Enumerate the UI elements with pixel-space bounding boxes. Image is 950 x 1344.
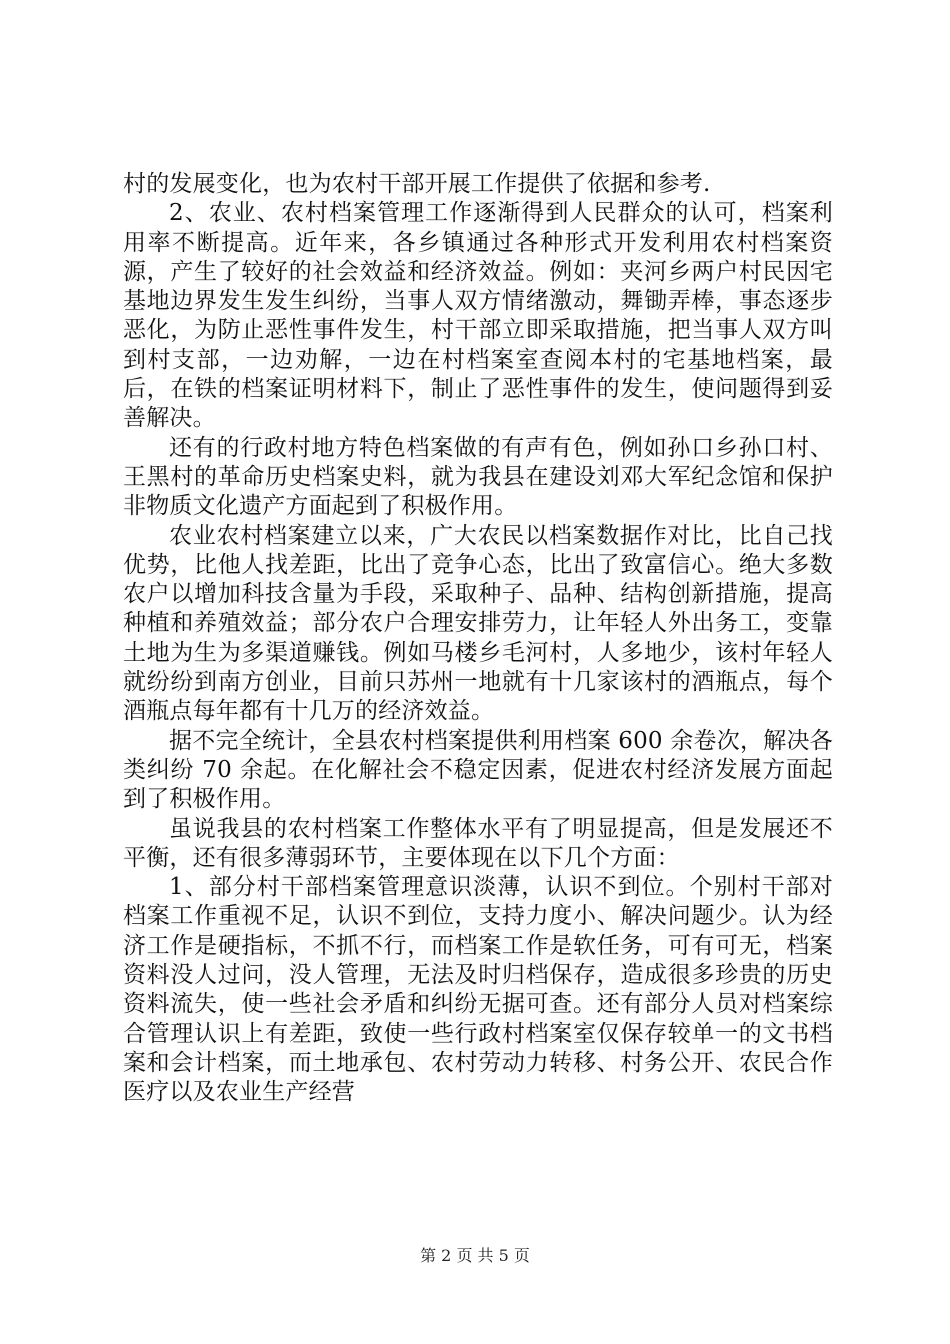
page-footer: 第 2 页 共 5 页 — [420, 1246, 530, 1265]
paragraph-3: 还有的行政村地方特色档案做的有声有色，例如孙口乡孙口村、王黑村的革命历史档案史料，就为我县在建设刘邓大军纪念馆和保护非物质文化遗产方面起到了积极作用。 — [123, 434, 833, 520]
document-body — [123, 170, 833, 1108]
paragraph-2: 2、农业、农村档案管理工作逐渐得到人民群众的认可，档案利用率不断提高。近年来，各乡镇通过各种形式开发利用农村档案资源，产生了较好的社会效益和经济效益。例如：夹河乡两户村民因宅基地边界发生发生纠纷，当事人双方情绪激动，舞锄弄棒，事态逐步恶化，为防止恶性事件发生，村干部立即采取措施，把当事人双方叫到村支部，一边劝解，一边在村档案室查阅本村的宅基地档案，最后，在铁的档案证明材料下，制止了恶性事件的发生，使问题得到妥善解决。 — [123, 200, 833, 432]
paragraph-1: 村的发展变化，也为农村干部开展工作提供了依据和参考. — [123, 171, 711, 197]
paragraph-5: 据不完全统计，全县农村档案提供利用档案 600 余卷次，解决各类纠纷 70 余起。在化解社会不稳定因素，促进农村经济发展方面起到了积极作用。 — [123, 727, 833, 813]
paragraph-4: 农业农村档案建立以来，广大农民以档案数据作对比，比自己找优势，比他人找差距，比出了竞争心态，比出了致富信心。绝大多数农户以增加科技含量为手段，采取种子、品种、结构创新措施，提高种植和养殖效益；部分农户合理安排劳力，让年轻人外出务工，变靠土地为生为多渠道赚钱。例如马楼乡毛河村，人多地少，该村年轻人就纷纷到南方创业，目前只苏州一地就有十几家该村的酒瓶点，每个酒瓶点每年都有十几万的经济效益。 — [123, 522, 833, 725]
paragraph-7: 1、部分村干部档案管理意识淡薄，认识不到位。个别村干部对档案工作重视不足，认识不到位，支持力度小、解决问题少。认为经济工作是硬指标，不抓不行，而档案工作是软任务，可有可无，档案资料没人过问，没人管理，无法及时归档保存，造成很多珍贵的历史资料流失，使一些社会矛盾和纠纷无据可查。还有部分人员对档案综合管理认识上有差距，致使一些行政村档案室仅保存较单一的文书档案和会计档案，而土地承包、农村劳动力转移、村务公开、农民合作医疗以及农业生产经营 — [123, 874, 833, 1106]
paragraph-6: 虽说我县的农村档案工作整体水平有了明显提高，但是发展还不平衡，还有很多薄弱环节，主要体现在以下几个方面： — [123, 815, 833, 871]
